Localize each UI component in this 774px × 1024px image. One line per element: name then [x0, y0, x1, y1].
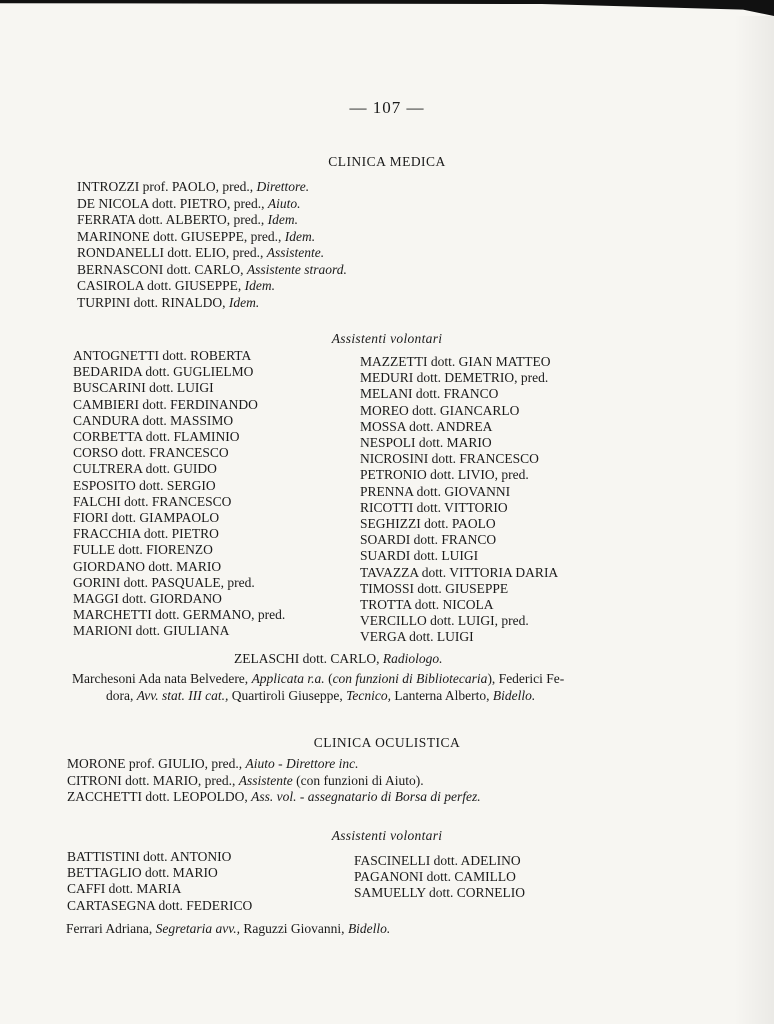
list-item: PRENNA dott. GIOVANNI — [360, 483, 511, 499]
page-number: — 107 — — [349, 98, 425, 117]
list-item: GORINI dott. PASQUALE, pred. — [73, 574, 255, 590]
list-item: BEDARIDA dott. GUGLIELMO — [73, 364, 254, 380]
list-item: TROTTA dott. NICOLA — [360, 597, 494, 613]
list-item: TAVAZZA dott. VITTORIA DARIA — [360, 564, 559, 580]
staff-entry: CITRONI dott. MARIO, pred., Assistente (con funzioni di Aiuto). — [67, 772, 424, 788]
list-item: CAFFI dott. MARIA — [67, 881, 182, 897]
clinica-medica-volunteers-title: Assistenti volontari — [331, 331, 443, 346]
list-item: CORSO dott. FRANCESCO — [73, 445, 229, 461]
clinica-medica-staff-list — [77, 179, 347, 311]
list-item: MEDURI dott. DEMETRIO, pred. — [360, 370, 549, 386]
list-item: VERGA dott. LUIGI — [360, 629, 474, 645]
list-item: FALCHI dott. FRANCESCO — [73, 493, 232, 509]
list-item: MOSSA dott. ANDREA — [360, 418, 493, 434]
list-item: SOARDI dott. FRANCO — [360, 532, 497, 548]
list-item: ESPOSITO dott. SERGIO — [73, 477, 216, 493]
staff-entry: MARINONE dott. GIUSEPPE, pred., Idem. — [77, 228, 316, 244]
clinica-oculistica-title: CLINICA OCULISTICA — [313, 735, 461, 750]
staff-entry: RONDANELLI dott. ELIO, pred., Assistente. — [77, 245, 325, 260]
list-item: CULTRERA dott. GUIDO — [73, 461, 217, 477]
list-item: NESPOLI dott. MARIO — [360, 435, 492, 451]
clinica-medica-volunteers-left — [73, 348, 285, 640]
list-item: BUSCARINI dott. LUIGI — [73, 380, 214, 396]
list-item: GIORDANO dott. MARIO — [73, 558, 222, 574]
clinica-medica-admin-note: Marchesoni Ada nata Belvedere, Applicata r.a. (con funzioni di Bibliotecaria), Federici Fe- dora, Avv. stat. III cat., Quartiroli Giuseppe, Tecnico, Lanterna Alberto, Bidello. — [72, 671, 565, 703]
staff-entry: BERNASCONI dott. CARLO, Assistente straord. — [77, 261, 347, 277]
list-item: SAMUELLY dott. CORNELIO — [354, 885, 526, 901]
list-item: MAZZETTI dott. GIAN MATTEO — [360, 354, 551, 369]
list-item: TIMOSSI dott. GIUSEPPE — [360, 580, 509, 596]
list-item: CARTASEGNA dott. FEDERICO — [67, 897, 253, 913]
list-item: MARIONI dott. GIULIANA — [73, 623, 230, 639]
list-item: FRACCHIA dott. PIETRO — [73, 526, 219, 542]
clinica-oculistica-volunteers-title: Assistenti volontari — [331, 828, 443, 843]
staff-entry: TURPINI dott. RINALDO, Idem. — [77, 294, 260, 310]
list-item: BATTISTINI dott. ANTONIO — [67, 849, 232, 864]
list-item: SUARDI dott. LUIGI — [360, 548, 479, 564]
clinica-oculistica-admin-note: Ferrari Adriana, Segretaria avv., Raguzzi Giovanni, Bidello. — [66, 921, 391, 936]
staff-entry: DE NICOLA dott. PIETRO, pred., Aiuto. — [77, 195, 301, 211]
list-item: MARCHETTI dott. GERMANO, pred. — [73, 607, 286, 623]
list-item: CANDURA dott. MASSIMO — [73, 412, 234, 428]
clinica-oculistica-volunteers-left — [67, 849, 252, 914]
staff-entry: INTROZZI prof. PAOLO, pred., Direttore. — [77, 179, 310, 194]
scan-top-edge — [0, 0, 774, 16]
list-item: FASCINELLI dott. ADELINO — [354, 853, 521, 868]
list-item: CAMBIERI dott. FERDINANDO — [73, 396, 258, 412]
list-item: CORBETTA dott. FLAMINIO — [73, 429, 240, 445]
clinica-medica-radiologist: ZELASCHI dott. CARLO, Radiologo. — [234, 651, 443, 666]
staff-entry: FERRATA dott. ALBERTO, pred., Idem. — [77, 212, 298, 227]
list-item: FIORI dott. GIAMPAOLO — [73, 510, 220, 526]
list-item: RICOTTI dott. VITTORIO — [360, 499, 508, 515]
staff-entry: CASIROLA dott. GIUSEPPE, Idem. — [77, 278, 276, 293]
list-item: MOREO dott. GIANCARLO — [360, 402, 520, 418]
clinica-oculistica-staff-list — [67, 756, 481, 806]
clinica-medica-volunteers-right — [360, 354, 558, 646]
list-item: PAGANONI dott. CAMILLO — [354, 869, 516, 885]
list-item: SEGHIZZI dott. PAOLO — [360, 516, 496, 532]
clinica-medica-title: CLINICA MEDICA — [328, 154, 446, 169]
list-item: VERCILLO dott. LUIGI, pred. — [360, 613, 529, 629]
staff-entry: MORONE prof. GIULIO, pred., Aiuto - Direttore inc. — [67, 756, 359, 771]
list-item: MAGGI dott. GIORDANO — [73, 591, 222, 607]
list-item: FULLE dott. FIORENZO — [73, 542, 213, 558]
list-item: BETTAGLIO dott. MARIO — [67, 865, 218, 881]
staff-entry: ZACCHETTI dott. LEOPOLDO, Ass. vol. - assegnatario di Borsa di perfez. — [67, 789, 481, 804]
list-item: ANTOGNETTI dott. ROBERTA — [73, 348, 252, 363]
list-item: PETRONIO dott. LIVIO, pred. — [360, 467, 529, 483]
clinica-oculistica-volunteers-right — [354, 853, 525, 902]
list-item: MELANI dott. FRANCO — [360, 386, 499, 402]
list-item: NICROSINI dott. FRANCESCO — [360, 451, 539, 467]
